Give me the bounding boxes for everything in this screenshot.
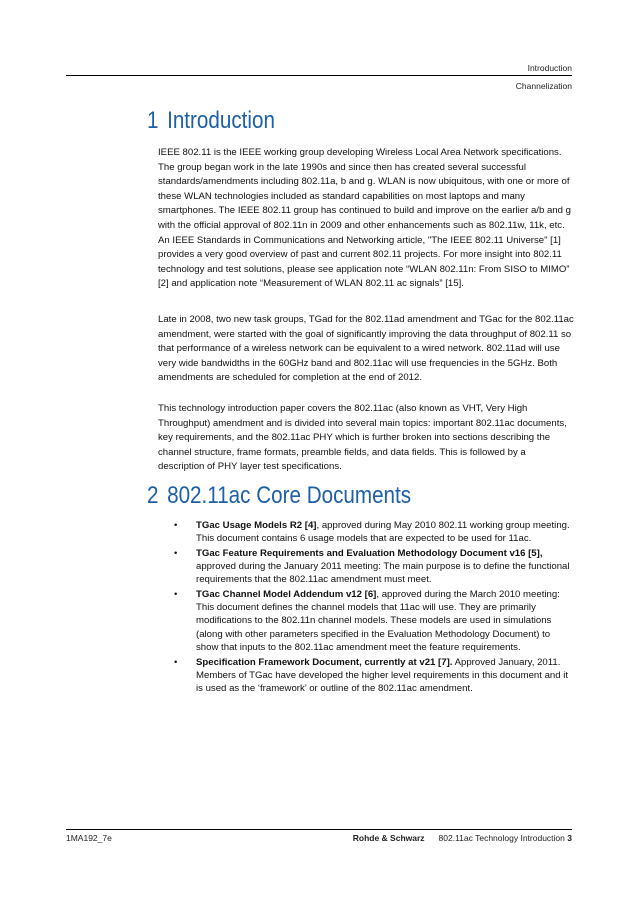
footer-doc-id: 1MA192_7e	[66, 833, 112, 843]
list-item	[158, 547, 574, 587]
page-number: 3	[567, 833, 572, 843]
document-title: TGac Channel Model Addendum v12 [6]	[196, 589, 377, 601]
bullet-icon: •	[174, 656, 178, 668]
running-header-subsection: Channelization	[515, 81, 572, 91]
running-header-section: Introduction	[527, 63, 572, 73]
section-heading-core-documents	[147, 482, 411, 510]
bullet-icon: •	[174, 547, 178, 559]
footer-rule	[66, 829, 572, 830]
intro-paragraph: Late in 2008, two new task groups, TGad for the 802.11ad amendment and TGac for the 802.11ac amendment, were started with the goal of significantly improving the data throughput of 802.11 so that performance of a wireless network can be equivalent to a wired network. 802.11ad will use very wide bandwidths in the 60GHz band and 802.11ac will use frequencies in the 5GHz. Both amendments are scheduled for completion at the end of 2012.	[158, 314, 574, 384]
document-description: , approved during the March 2010 meeting: This document defines the channel models that 11ac will use. They are primarily modifications to the 802.11n channel models. These models are used in simulations (along with other parameters specified in the Evaluation Methodology Document) to show that inputs to the 802.11ac amendment meet the feature requirements.	[196, 589, 560, 653]
intro-paragraph: IEEE 802.11 is the IEEE working group developing Wireless Local Area Network specifications. The group began work in the late 1990s and since then has created several successful standards/amendments including 802.11a, b and g. WLAN is now ubiquitous, with one or more of these WLAN technologies included as standard capabilities on most laptops and many smartphones. The IEEE 802.11 group has continued to build and improve on the earlier a/b and g with the official approval of 802.11n in 2009 and other enhancements such as 802.11w, 11k, etc. An IEEE Standards in Communications and Networking article, "The IEEE 802.11 Universe" [1] provides a very good overview of past and current 802.11 projects. For more insight into 802.11 technology and test solutions, please see application note “WLAN 802.11n: From SISO to MIMO” [2] and application note “Measurement of WLAN 802.11 ac signals” [15].	[158, 147, 571, 290]
list-item	[158, 519, 574, 545]
list-item	[158, 588, 574, 654]
section-title: 802.11ac Core Documents	[167, 482, 412, 509]
header-rule	[66, 75, 572, 76]
bullet-icon: •	[174, 520, 178, 531]
footer-doc-title: 802.11ac Technology Introduction	[438, 833, 565, 843]
core-documents-list	[158, 519, 574, 697]
intro-paragraph: This technology introduction paper covers the 802.11ac (also known as VHT, Very High Throughput) amendment and is divided into several main topics: important 802.11ac documents, key requirements, and the 802.11ac PHY which is further broken into sections describing the channel structure, frame formats, preamble fields, and data fields. This is followed by a description of PHY layer test specifications.	[158, 403, 567, 473]
document-title: Specification Framework Document, currently at v21 [7].	[196, 656, 453, 668]
list-item	[158, 656, 574, 696]
footer-info	[353, 833, 572, 843]
section-title: Introduction	[167, 107, 275, 134]
section-number: 2	[147, 482, 159, 509]
document-description: , approved during May 2010 802.11 working group meeting. This document contains 6 usage models that are expected to be used for 11ac.	[196, 520, 570, 545]
section-number: 1	[147, 107, 159, 134]
bullet-icon: •	[174, 589, 178, 601]
footer-company: Rohde & Schwarz	[352, 833, 425, 843]
document-title: TGac Feature Requirements and Evaluation Methodology Document v16 [5],	[196, 547, 543, 559]
section-heading-introduction	[147, 107, 275, 135]
document-description: approved during the January 2011 meeting: The main purpose is to define the functional requirements that the 802.11ac amendment must meet.	[196, 561, 570, 586]
document-title: TGac Usage Models R2 [4]	[196, 520, 317, 531]
document-description: Approved January, 2011. Members of TGac have developed the higher level requirements in this document and it is used as the ‘framework’ or outline of the 802.11ac amendment.	[196, 656, 569, 694]
